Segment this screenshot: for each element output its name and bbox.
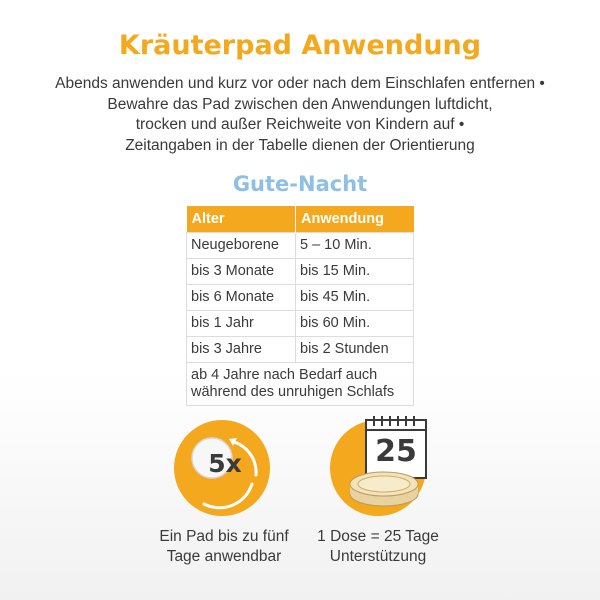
calendar-tin-icon: [330, 420, 426, 516]
instruction-line: Zeitangaben in der Tabelle dienen der Orientierung: [125, 136, 475, 154]
table-note-row: [187, 362, 414, 405]
column-header-age: Alter: [187, 206, 296, 232]
table-subtitle: Gute-Nacht: [232, 172, 368, 196]
age-cell: bis 6 Monate: [187, 284, 296, 310]
duration-cell: bis 60 Min.: [296, 310, 414, 336]
tin-caption: [278, 527, 478, 567]
duration-cell: bis 2 Stunden: [296, 336, 414, 362]
instruction-line: Abends anwenden und kurz vor oder nach dem Einschlafen entfernen •: [55, 75, 545, 92]
table-row: [187, 232, 414, 258]
caption-line: Ein Pad bis zu fünf: [159, 528, 289, 545]
table-note: ab 4 Jahre nach Bedarf auch während des unruhigen Schlafs: [187, 362, 414, 405]
table-header-row: [187, 206, 414, 232]
reuse-pad-icon: [174, 420, 270, 516]
column-header-duration: Anwendung: [296, 206, 414, 232]
age-cell: bis 3 Jahre: [187, 336, 296, 362]
usage-instructions: [20, 74, 580, 156]
instruction-line: trocken und außer Reichweite von Kindern auf •: [135, 116, 465, 133]
usage-table: [186, 206, 414, 406]
instruction-line: Bewahre das Pad zwischen den Anwendungen luftdicht,: [107, 95, 493, 113]
age-cell: bis 1 Jahr: [187, 310, 296, 336]
duration-cell: bis 15 Min.: [296, 258, 414, 284]
table-row: [187, 310, 414, 336]
days-count-badge: 25: [375, 434, 417, 469]
duration-cell: 5 – 10 Min.: [296, 232, 414, 258]
table-row: [187, 336, 414, 362]
table-row: [187, 284, 414, 310]
reuse-count-badge: 5x: [208, 449, 242, 478]
caption-line: Tage anwendbar: [166, 548, 282, 565]
caption-line: 1 Dose = 25 Tage: [317, 528, 439, 545]
age-cell: bis 3 Monate: [187, 258, 296, 284]
page-title: Kräuterpad Anwendung: [118, 30, 482, 61]
table-row: [187, 258, 414, 284]
caption-line: Unterstützung: [329, 548, 427, 565]
duration-cell: bis 45 Min.: [296, 284, 414, 310]
age-cell: Neugeborene: [187, 232, 296, 258]
